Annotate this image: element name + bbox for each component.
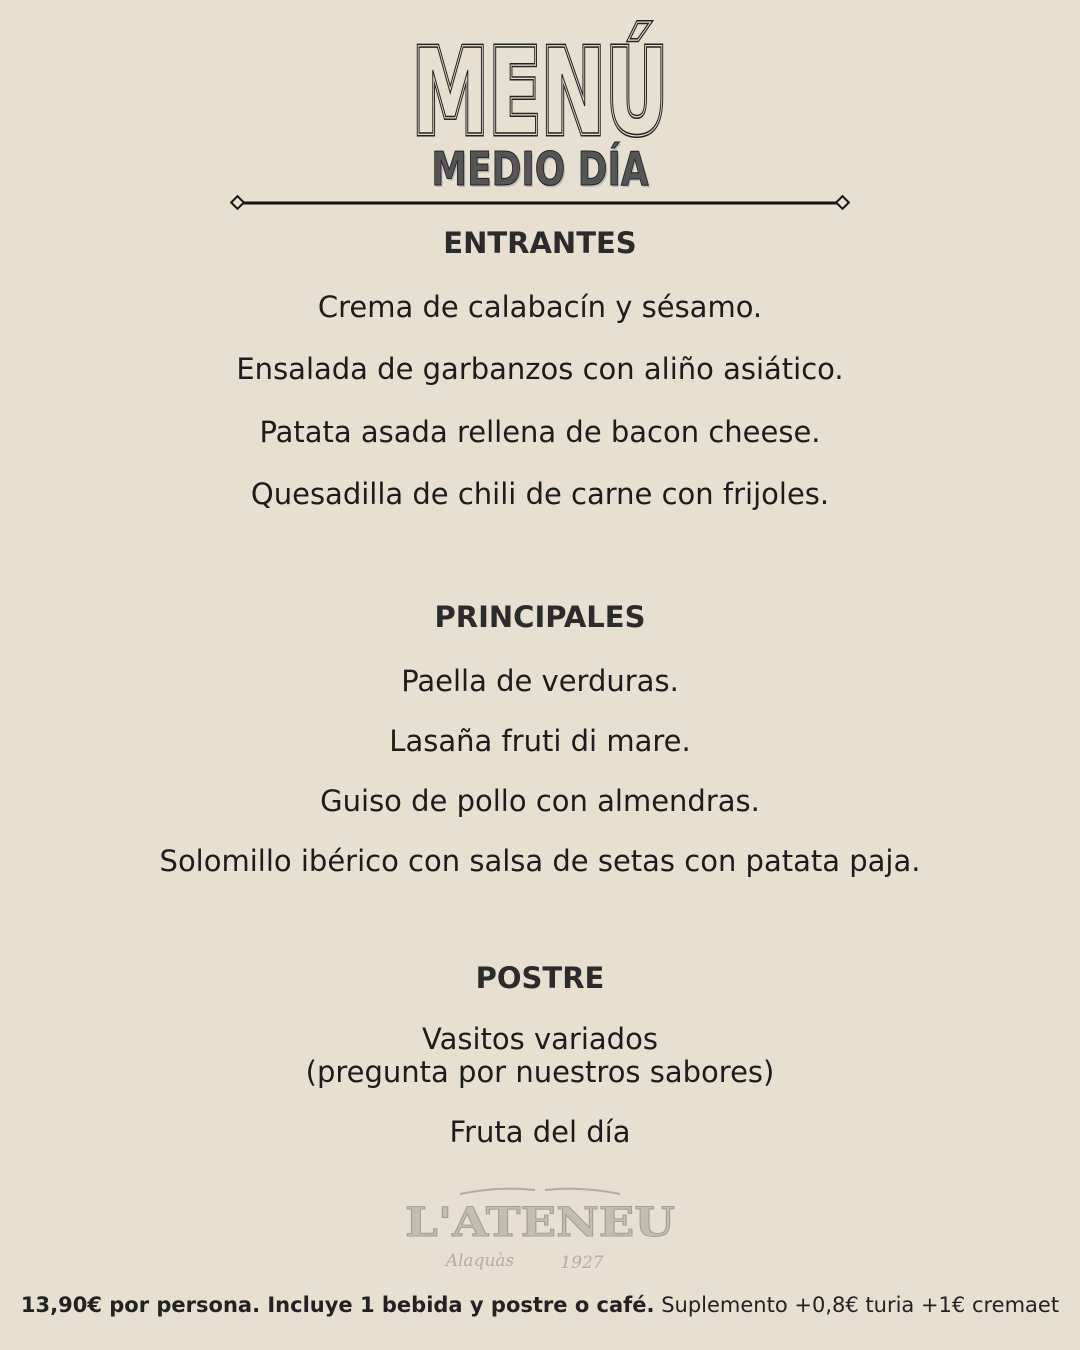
section-title-entrantes: ENTRANTES (443, 226, 637, 260)
supplement-text: Suplemento +0,8€ turia +1€ cremaet (654, 1293, 1060, 1317)
menu-item: Quesadilla de chili de carne con frijoles. (250, 477, 830, 511)
menu-item: (pregunta por nuestros sabores) (305, 1055, 775, 1089)
logo-name: L'ATENEU (405, 1199, 675, 1246)
price-footer (0, 1293, 1080, 1317)
menu-item: Vasitos variados (422, 1022, 658, 1056)
menu-item: Paella de verduras. (401, 664, 679, 698)
menu-title-outer: MENÚ (412, 23, 668, 145)
logo-year: 1927 (560, 1253, 604, 1273)
section-title-principales: PRINCIPALES (434, 600, 646, 634)
menu-title-gap: MENÚ (412, 23, 668, 145)
logo-place: Alaquàs (445, 1251, 515, 1271)
menu-item: Lasaña fruti di mare. (389, 724, 691, 758)
menu-subtitle: MEDIO DÍA (431, 142, 649, 196)
header-divider (0, 193, 1080, 217)
restaurant-logo (0, 1180, 1080, 1275)
section-title-postre: POSTRE (475, 961, 605, 995)
menu-item: Solomillo ibérico con salsa de setas con patata paja. (159, 844, 921, 878)
menu-item: Patata asada rellena de bacon cheese. (259, 415, 821, 449)
menu-item: Guiso de pollo con almendras. (320, 784, 760, 818)
price-text: 13,90€ por persona. Incluye 1 bebida y postre o café. (20, 1293, 655, 1317)
menu-title (0, 10, 1080, 145)
menu-item: Crema de calabacín y sésamo. (317, 290, 763, 324)
menu-item: Ensalada de garbanzos con aliño asiático. (236, 352, 844, 386)
menu-item: Fruta del día (449, 1115, 631, 1149)
menu-title-inner: MENÚ (412, 23, 668, 145)
